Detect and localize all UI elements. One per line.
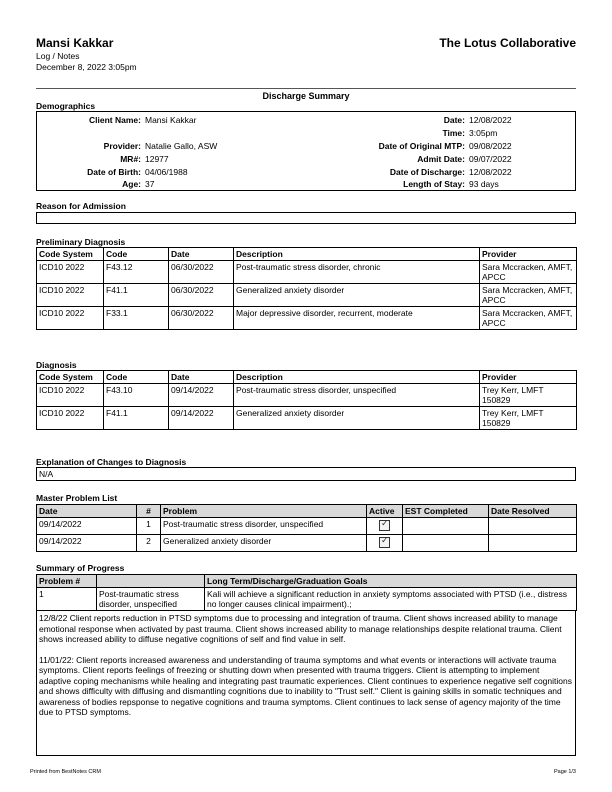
preliminary-diagnosis-table	[36, 247, 577, 330]
column-header: Code System	[37, 248, 104, 261]
table-row	[37, 535, 577, 552]
demo-value: 93 days	[469, 179, 499, 189]
demo-value: 12/08/2022	[469, 167, 512, 177]
active-cell	[367, 518, 403, 535]
summary-of-progress-table	[36, 574, 577, 611]
date-cell: 06/30/2022	[169, 307, 234, 330]
column-header: Code	[104, 248, 169, 261]
explanation-field: N/A	[36, 467, 576, 481]
table-header-row	[37, 248, 577, 261]
problem-cell: Post-traumatic stress disorder, unspecified	[161, 518, 367, 535]
demo-row-length-of-stay	[37, 178, 577, 190]
code-cell: F41.1	[104, 284, 169, 307]
demo-label: Client Name:	[89, 115, 141, 125]
problem-number-cell: 1	[137, 518, 161, 535]
description-cell: Post-traumatic stress disorder, chronic	[234, 261, 480, 284]
demo-label: MR#:	[120, 154, 141, 164]
code-system-cell: ICD10 2022	[37, 307, 104, 330]
column-header: Date	[37, 505, 137, 518]
column-header: Description	[234, 371, 480, 384]
date-cell: 06/30/2022	[169, 261, 234, 284]
demo-label: Date of Original MTP:	[378, 141, 465, 151]
client-name-heading: Mansi Kakkar	[36, 36, 114, 50]
footer-printed-from: Printed from BestNotes CRM	[30, 769, 101, 775]
column-header: Code	[104, 371, 169, 384]
date-cell: 09/14/2022	[37, 535, 137, 552]
table-row	[37, 384, 577, 407]
est-completed-cell	[403, 535, 489, 552]
demo-label: Date of Discharge:	[389, 167, 465, 177]
code-system-cell: ICD10 2022	[37, 284, 104, 307]
provider-cell: Trey Kerr, LMFT 150829	[480, 407, 577, 430]
demo-value: Mansi Kakkar	[145, 115, 197, 125]
problem-cell: Post-traumatic stress disorder, unspecified	[97, 588, 205, 611]
master-problem-list-title: Master Problem List	[36, 493, 118, 503]
demo-row-original-mtp	[37, 140, 577, 152]
demo-row-time	[37, 127, 577, 139]
date-resolved-cell	[489, 535, 577, 552]
date-cell: 09/14/2022	[169, 407, 234, 430]
demo-label: Date of Birth:	[87, 167, 141, 177]
table-row	[37, 261, 577, 284]
column-header: #	[137, 505, 161, 518]
description-cell: Generalized anxiety disorder	[234, 284, 480, 307]
column-header: Provider	[480, 371, 577, 384]
column-header: Code System	[37, 371, 104, 384]
demo-value: 09/07/2022	[469, 154, 512, 164]
description-cell: Generalized anxiety disorder	[234, 407, 480, 430]
progress-notes-box	[36, 611, 576, 756]
reason-field	[36, 212, 576, 224]
demographics-box	[36, 111, 576, 191]
code-cell: F43.10	[104, 384, 169, 407]
description-cell: Post-traumatic stress disorder, unspecified	[234, 384, 480, 407]
code-system-cell: ICD10 2022	[37, 261, 104, 284]
demo-value: 04/06/1988	[145, 167, 188, 177]
table-header-row	[37, 505, 577, 518]
table-row	[37, 588, 577, 611]
table-row	[37, 518, 577, 535]
provider-cell: Sara Mccracken, AMFT, APCC	[480, 261, 577, 284]
column-header: Description	[234, 248, 480, 261]
demo-label: Date:	[443, 115, 465, 125]
date-cell: 09/14/2022	[169, 384, 234, 407]
preliminary-diagnosis-title: Preliminary Diagnosis	[36, 237, 126, 247]
code-cell: F33.1	[104, 307, 169, 330]
document-title: Discharge Summary	[262, 91, 350, 101]
column-header: Long Term/Discharge/Graduation Goals	[205, 575, 577, 588]
provider-cell: Trey Kerr, LMFT 150829	[480, 384, 577, 407]
problem-number-cell: 1	[37, 588, 97, 611]
column-header: Active	[367, 505, 403, 518]
title-rule	[36, 88, 576, 89]
table-header-row	[37, 575, 577, 588]
code-system-cell: ICD10 2022	[37, 407, 104, 430]
table-row	[37, 307, 577, 330]
demo-value: 12/08/2022	[469, 115, 512, 125]
demo-label: Length of Stay:	[403, 179, 465, 189]
active-cell	[367, 535, 403, 552]
note-datetime: December 8, 2022 3:05pm	[36, 62, 137, 72]
date-resolved-cell	[489, 518, 577, 535]
demo-label: Time:	[442, 128, 465, 138]
master-problem-list-table	[36, 504, 577, 552]
organization-name: The Lotus Collaborative	[439, 36, 576, 50]
demo-row-admit-date	[37, 153, 577, 165]
column-header: Date	[169, 248, 234, 261]
reason-section-title: Reason for Admission	[36, 201, 126, 211]
demo-label: Provider:	[103, 141, 141, 151]
demo-label: Age:	[122, 179, 141, 189]
demo-value: 37	[145, 179, 155, 189]
table-row	[37, 407, 577, 430]
demo-label: Admit Date:	[417, 154, 465, 164]
demo-row-date	[37, 114, 577, 126]
summary-of-progress-title: Summary of Progress	[36, 563, 125, 573]
code-system-cell: ICD10 2022	[37, 384, 104, 407]
column-header	[97, 575, 205, 588]
column-header: Date Resolved	[489, 505, 577, 518]
demo-value: 12977	[145, 154, 169, 164]
date-cell: 09/14/2022	[37, 518, 137, 535]
provider-cell: Sara Mccracken, AMFT, APCC	[480, 284, 577, 307]
table-row	[37, 284, 577, 307]
progress-note: 11/01/22: Client reports increased awareness and understanding of trauma symptoms and what events or interactions will activate trauma symptoms. Client reports feelings of freezing or shutting down when presented with trauma triggers. Client is attempting to implement adaptive coping mechanisms while healing and integrating past traumatic experiences. Client continues to experience negative self cognitions and shows difficulty with diffusing and dismantling cognitions due to inability to "Trust self." Client is gaining skills in somatic techniques and awareness of bodies repsponse to negative cognitions and trauma symptoms. Client continues to lack sense of agency majority of the time due to PTSD symptoms.	[39, 654, 572, 717]
explanation-section-title: Explanation of Changes to Diagnosis	[36, 457, 187, 467]
footer-page-number: Page 1/3	[553, 769, 576, 775]
provider-cell: Sara Mccracken, AMFT, APCC	[480, 307, 577, 330]
log-type: Log / Notes	[36, 51, 80, 61]
column-header: Problem #	[37, 575, 97, 588]
problem-number-cell: 2	[137, 535, 161, 552]
active-checkbox[interactable]	[379, 520, 390, 531]
diagnosis-table	[36, 370, 577, 430]
column-header: EST Completed	[403, 505, 489, 518]
problem-cell: Generalized anxiety disorder	[161, 535, 367, 552]
date-cell: 06/30/2022	[169, 284, 234, 307]
demo-row-discharge-date	[37, 166, 577, 178]
demo-value: Natalie Gallo, ASW	[145, 141, 218, 151]
diagnosis-title: Diagnosis	[36, 360, 77, 370]
active-checkbox[interactable]	[379, 537, 390, 548]
goal-cell: Kali will achieve a significant reduction in anxiety symptoms associated with PTSD (i.e., distress no longer causes clinical impairment).;	[205, 588, 577, 611]
code-cell: F43.12	[104, 261, 169, 284]
column-header: Provider	[480, 248, 577, 261]
column-header: Date	[169, 371, 234, 384]
demo-value: 09/08/2022	[469, 141, 512, 151]
description-cell: Major depressive disorder, recurrent, moderate	[234, 307, 480, 330]
code-cell: F41.1	[104, 407, 169, 430]
table-header-row	[37, 371, 577, 384]
column-header: Problem	[161, 505, 367, 518]
demographics-section-title: Demographics	[36, 101, 96, 111]
progress-note: 12/8/22 Client reports reduction in PTSD symptoms due to processing and integration of trauma. Client shows increased ability to manage emotional response when activated by past trauma. Client shows increased ability to manage relationships despite relational trauma. Client shows increased ability to diffuse negative cognitions of self and find value in self.	[39, 613, 562, 644]
demo-value: 3:05pm	[469, 128, 498, 138]
est-completed-cell	[403, 518, 489, 535]
